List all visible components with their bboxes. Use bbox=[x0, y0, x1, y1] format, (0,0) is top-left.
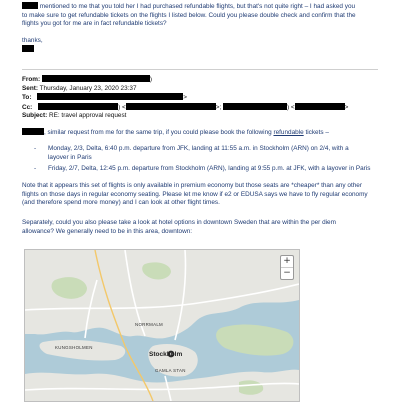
from-row: From: ) bbox=[22, 76, 153, 83]
redacted-name-2 bbox=[22, 128, 44, 135]
header-divider bbox=[22, 69, 378, 70]
district-label-norrmalm: NORRMALM bbox=[135, 322, 164, 327]
redacted-cc-2 bbox=[126, 103, 216, 110]
map-embed[interactable] bbox=[24, 249, 300, 402]
subject-row: Subject: RE: travel approval request bbox=[22, 112, 127, 120]
zoom-control bbox=[280, 255, 294, 280]
email-header bbox=[22, 75, 348, 121]
top-message-line-2: to make sure to get refundable tickets on the flights I listed below. Could you please double check and confirm that the bbox=[22, 11, 356, 19]
redacted-cc-3 bbox=[223, 103, 287, 110]
cc-row: Cc: ) < >; ) < > bbox=[22, 103, 349, 111]
bullet-2: - Friday, 2/7, Delta, 12:45 p.m. departure from Stockholm (ARN), landing at 9:55 p.m. at JFK, with a layover in Paris bbox=[34, 165, 371, 172]
intro-line: , similar request from me for the same trip, if you could please book the following refundable tickets – bbox=[22, 128, 329, 138]
city-label: Stockholm bbox=[149, 351, 183, 358]
to-row: To: > bbox=[22, 94, 187, 102]
email-body bbox=[22, 128, 329, 138]
zoom-in-button[interactable]: + bbox=[283, 256, 291, 266]
redacted-to bbox=[37, 93, 183, 100]
paragraph-2: Note that it appears this set of flights is only available in premium economy but those seats are *cheaper* than any other flights on those days in regular economy seating. Please let me know if e2 or EDUSA says we have to fly regular economy (and therefore spend more money) and I can look at other flight times. bbox=[22, 182, 368, 207]
district-label-gamla-stan: GAMLA STAN bbox=[155, 368, 186, 373]
redacted-from bbox=[42, 75, 150, 82]
district-label-kungsholmen: KUNGSHOLMEN bbox=[55, 345, 93, 350]
bullet-1: - Monday, 2/3, Delta, 6:40 p.m. departure from JFK, landing at 11:55 a.m. in Stockholm (ARN) on 2/4, with a layover in Paris bbox=[34, 145, 349, 161]
top-message bbox=[22, 2, 356, 55]
paragraph-3: Separately, could you also please take a look at hotel options in downtown Sweden that are within the per diem allowance? We generally need to be in this area, downtown: bbox=[22, 219, 336, 235]
redacted-signature bbox=[22, 45, 34, 52]
zoom-out-button[interactable]: − bbox=[281, 267, 293, 279]
signoff: thanks, bbox=[22, 36, 43, 44]
sent-row: Sent: Thursday, January 23, 2020 23:37 bbox=[22, 84, 137, 92]
top-message-line-1: mentioned to me that you told her I had purchased refundable flights, but that's not quite right – I had asked you bbox=[22, 2, 356, 12]
redacted-cc-4 bbox=[295, 103, 345, 110]
top-message-line-3: flights you got for me are in fact refundable tickets? bbox=[22, 20, 167, 28]
redacted-name bbox=[22, 2, 38, 9]
refundable-link: refundable bbox=[273, 129, 304, 136]
redacted-cc-1 bbox=[38, 103, 118, 110]
